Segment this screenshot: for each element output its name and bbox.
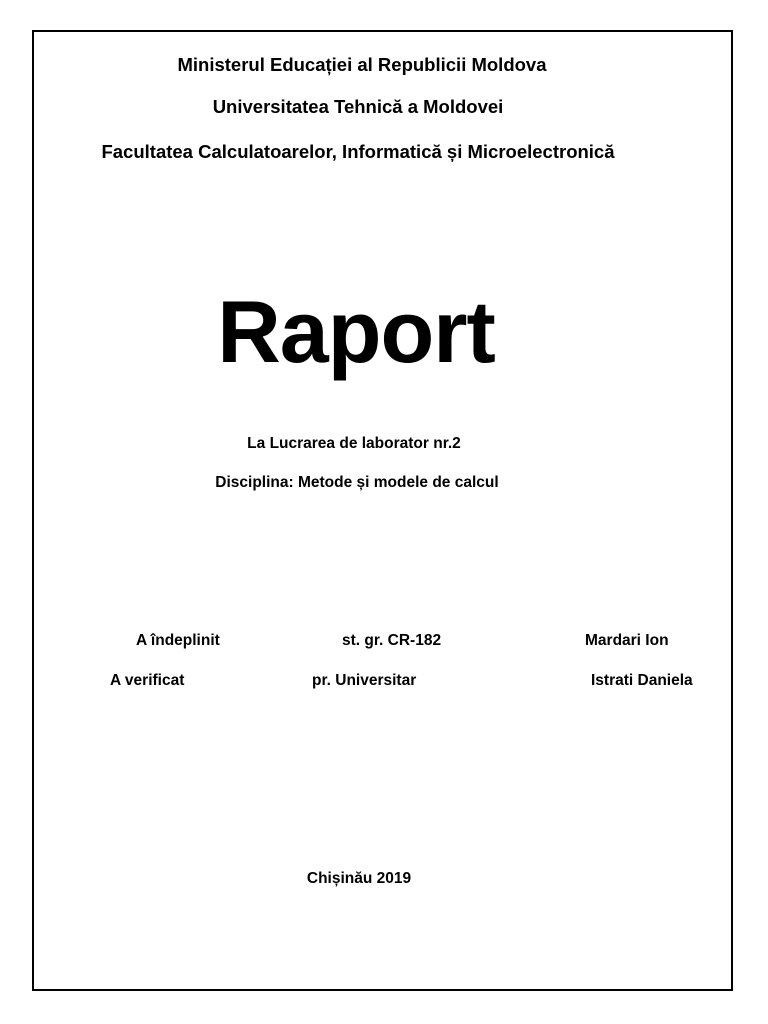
place-year: Chișinău 2019 [306,870,412,887]
university-heading: Universitatea Tehnică a Moldovei [212,96,504,117]
faculty-heading: Facultatea Calculatoarelor, Informatică și Microelectronică [101,141,615,162]
performed-by-group: st. gr. CR-182 [342,632,442,649]
verified-by-label: A verificat [110,672,185,689]
performed-by-name: Mardari Ion [585,632,669,649]
discipline-label: Disciplina: Metode și modele de calcul [215,474,499,491]
performed-by-label: A îndeplinit [136,632,220,649]
document-title: Raport [217,282,495,381]
verified-by-name: Istrati Daniela [591,672,693,689]
page-border [32,30,733,991]
ministry-heading: Ministerul Educației al Republicii Moldova [177,54,547,75]
lab-work-label: La Lucrarea de laborator nr.2 [247,435,461,452]
verified-by-position: pr. Universitar [312,672,417,689]
